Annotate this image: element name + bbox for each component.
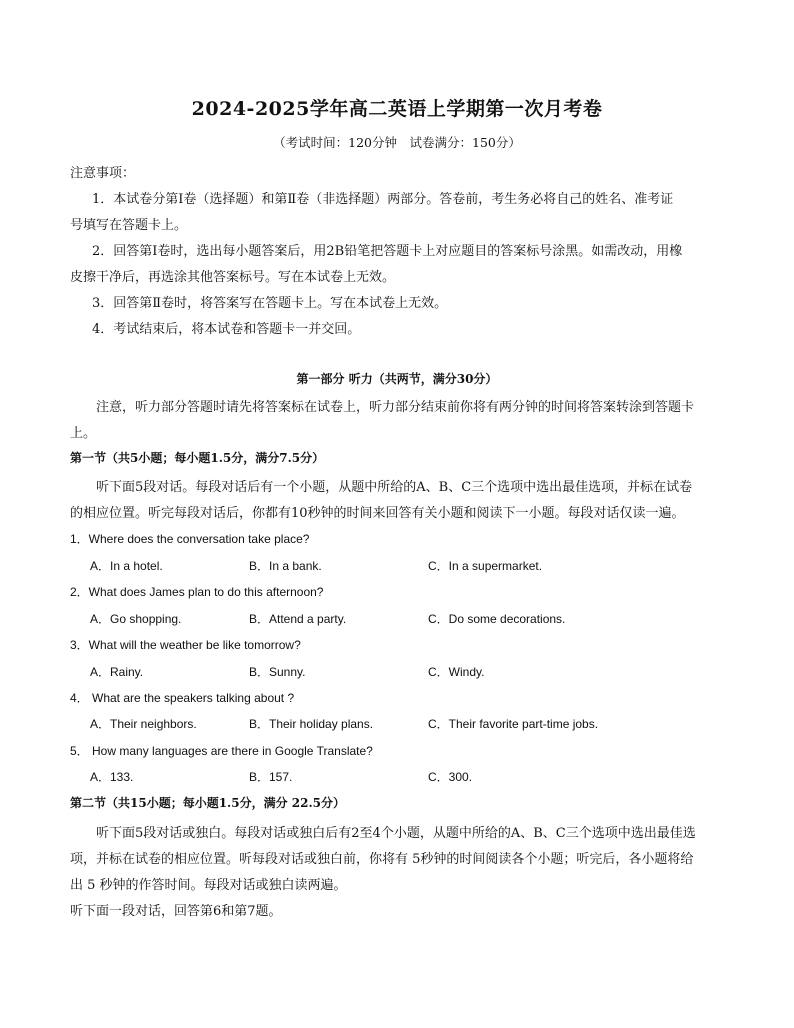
section2-intro: 项，并标在试卷的相应位置。听每段对话或独白前，你将有 5秒钟的时间阅读各个小题；听完后，各小题将给 [70, 852, 694, 867]
option-a: A．Rainy. [90, 665, 144, 679]
question-stem: 2．What does James plan to do this afternoon? [70, 585, 324, 599]
part1-note: 注意，听力部分答题时请先将答案标在试卷上，听力部分结束前你将有两分钟的时间将答案转涂到答题卡 [96, 400, 695, 415]
question-stem: 5． How many languages are there in Google Translate? [70, 744, 373, 758]
question-stem: 3．What will the weather be like tomorrow? [70, 638, 301, 652]
option-c: C．Windy. [428, 665, 485, 679]
option-a: A．Their neighbors. [90, 717, 197, 731]
part1-heading: 第一部分 听力（共两节，满分30分） [296, 372, 498, 386]
section1-heading: 第一节（共5小题；每小题1.5分，满分7.5分） [70, 451, 325, 465]
option-b: B．157. [249, 770, 293, 784]
option-b: B．Their holiday plans. [249, 717, 374, 731]
exam-title: 2024-2025学年高二英语上学期第一次月考卷 [191, 98, 603, 120]
option-a: A．In a hotel. [90, 559, 163, 573]
option-a: A．133. [90, 770, 134, 784]
notice-heading: 注意事项： [70, 166, 136, 181]
notice-line: 皮擦干净后，再选涂其他答案标号。写在本试卷上无效。 [70, 270, 396, 285]
option-c: C．In a supermarket. [428, 559, 543, 573]
question-stem: 4． What are the speakers talking about ? [70, 691, 295, 705]
section2-intro: 出 5 秒钟的作答时间。每段对话或独白读两遍。 [70, 878, 347, 893]
option-c: C．Do some decorations. [428, 612, 566, 626]
notice-line: 4．考试结束后，将本试卷和答题卡一并交回。 [92, 322, 361, 337]
section2-heading: 第二节（共15小题；每小题1.5分，满分 22.5分） [70, 796, 345, 810]
notice-line: 3．回答第Ⅱ卷时，将答案写在答题卡上。写在本试卷上无效。 [92, 296, 448, 311]
section1-intro: 的相应位置。听完每段对话后，你都有10秒钟的时间来回答有关小题和阅读下一小题。每段对话仅读一遍。 [70, 506, 685, 521]
notice-line: 2．回答第Ⅰ卷时，选出每小题答案后，用2B铅笔把答题卡上对应题目的答案标号涂黑。如需改动，用橡 [92, 244, 683, 259]
part1-note: 上。 [70, 426, 97, 441]
option-a: A．Go shopping. [90, 612, 182, 626]
option-c: C．Their favorite part-time jobs. [428, 717, 599, 731]
exam-subtitle: （考试时间：120分钟 试卷满分：150分） [273, 135, 521, 150]
option-c: C．300. [428, 770, 473, 784]
question-stem: 1．Where does the conversation take place? [70, 532, 310, 546]
option-b: B．In a bank. [249, 559, 322, 573]
section1-intro: 听下面5段对话。每段对话后有一个小题，从题中所给的A、B、C三个选项中选出最佳选项，并标在试卷 [96, 480, 693, 495]
notice-line: 1．本试卷分第Ⅰ卷（选择题）和第Ⅱ卷（非选择题）两部分。答卷前，考生务必将自己的姓名、准考证 [92, 192, 674, 207]
section2-intro: 听下面5段对话或独白。每段对话或独白后有2至4个小题，从题中所给的A、B、C三个选项中选出最佳选 [96, 826, 696, 841]
notice-line: 号填写在答题卡上。 [70, 218, 188, 233]
option-b: B．Attend a party. [249, 612, 347, 626]
section2-lead: 听下面一段对话，回答第6和第7题。 [70, 904, 282, 919]
option-b: B．Sunny. [249, 665, 306, 679]
